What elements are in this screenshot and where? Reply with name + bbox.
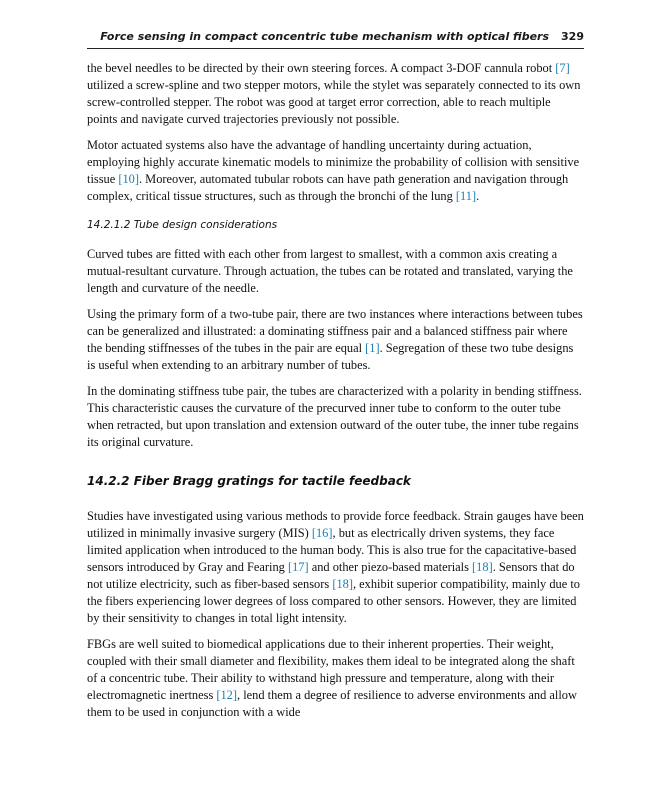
running-head-title: Force sensing in compact concentric tube mechanism with optical fibers: [100, 30, 550, 43]
section-heading-14-2-1-2: 14.2.1.2 Tube design considerations: [87, 219, 278, 231]
citation-link[interactable]: [18]: [332, 577, 353, 591]
citation-link[interactable]: [16]: [311, 526, 333, 540]
body-text: [87, 60, 584, 730]
paragraph-2: [87, 137, 584, 205]
text-run: Using the primary form of a two-tube pair, there are two instances where interactions between tubes can be generalized and illustrated: a dominating stiffness pair and a balanced stiffness pair where the bending stiffnesses of the tubes in the pair are equal: [87, 307, 583, 355]
section-heading-14-2-2: 14.2.2 Fiber Bragg gratings for tactile feedback: [87, 474, 411, 488]
text-run: Motor actuated systems also have the advantage of handling uncertainty during actuation, employing highly accurate kinematic models to minimize the probability of collision with sensitive tissue: [87, 138, 580, 186]
text-run: . Segregation of these two tube designs is useful when extending to an arbitrary number of tubes.: [87, 341, 574, 372]
citation-link[interactable]: [7]: [555, 61, 570, 75]
text-run: , lend them a degree of resilience to adverse environments and allow them to be used in conjunction with a wide: [87, 688, 577, 719]
text-run: . Moreover, automated tubular robots can have path generation and navigation through complex, critical tissue structures, such as through the bronchi of the lung: [87, 172, 569, 203]
paragraph-1: [87, 60, 584, 128]
citation-link[interactable]: [10]: [118, 172, 139, 186]
citation-link[interactable]: [18]: [472, 560, 493, 574]
text-run: .: [476, 189, 480, 203]
running-head: [87, 30, 584, 43]
paragraph-6: [87, 508, 584, 627]
paragraph-5: [87, 383, 584, 451]
citation-link[interactable]: [1]: [365, 341, 380, 355]
text-run: Studies have investigated using various methods to provide force feedback. Strain gauges have been utilized in minimally invasive surgery (MIS): [87, 509, 584, 540]
text-run: utilized a screw-spline and two stepper motors, while the stylet was separately connected to its own screw-controlled stepper. The robot was good at target error correction, able to reach multiple points and navigate curved trajectories previously not possible.: [87, 78, 581, 126]
text-run: and other piezo-based materials: [308, 560, 473, 574]
citation-link[interactable]: [17]: [287, 560, 309, 574]
paragraph-7: [87, 636, 584, 721]
citation-link[interactable]: [12]: [216, 688, 238, 702]
text-run: . Sensors that do not utilize electricity, such as fiber-based sensors: [87, 560, 575, 591]
paragraph-4: [87, 306, 584, 374]
text-run: Curved tubes are fitted with each other from largest to smallest, with a common axis creating a mutual-resultant curvature. Through actuation, the tubes can be rotated and translated, varying the length and curvature of the needle.: [87, 247, 573, 295]
page-number: 329: [561, 30, 584, 43]
text-run: , exhibit superior compatibility, mainly due to the fibers experiencing lower degrees of loss compared to other sensors. However, they are limited by their sensitivity to changes in total light intensity.: [87, 577, 580, 625]
text-run: In the dominating stiffness tube pair, the tubes are characterized with a polarity in bending stiffness. This characteristic causes the curvature of the precurved inner tube to conform to the outer tube when retracted, but upon translation and extension outward of the outer tube, the inner tube regains its original curvature.: [87, 384, 582, 449]
header-rule: [87, 48, 584, 49]
paragraph-3: [87, 246, 584, 297]
text-run: the bevel needles to be directed by their own steering forces. A compact 3-DOF cannula robot: [87, 61, 556, 75]
text-run: FBGs are well suited to biomedical applications due to their inherent properties. Their weight, coupled with their small diameter and flexibility, makes them ideal to be integrated along the shaft of a concentric tube. Their ability to withstand high pressure and temperature, along with their electromagnetic inertness: [87, 637, 575, 702]
text-run: , but as electrically driven systems, they face limited application when introduced to the human body. This is also true for the capacitative-based sensors introduced by Gray and Fearing: [87, 526, 577, 574]
citation-link[interactable]: [11]: [455, 189, 477, 203]
